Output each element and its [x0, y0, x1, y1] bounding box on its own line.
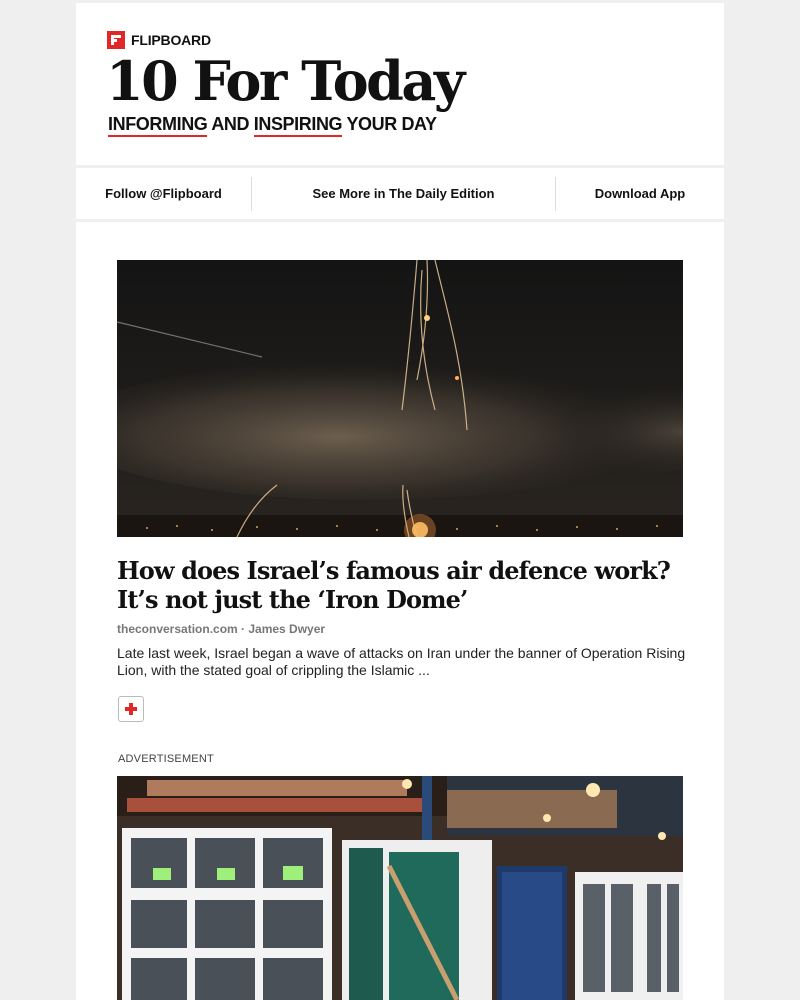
advertisement-image[interactable] [117, 776, 683, 1000]
nav-bar [76, 165, 724, 222]
advertisement-label: ADVERTISEMENT [118, 753, 214, 765]
tagline [108, 114, 437, 135]
article-byline: theconversation.com · James Dwyer [117, 622, 326, 636]
article-hero-image[interactable] [117, 260, 683, 537]
follow-flipboard-link[interactable]: Follow @Flipboard [105, 185, 222, 201]
brand[interactable] [107, 31, 211, 49]
flipboard-logo-icon [107, 31, 125, 49]
plus-icon-vertical [129, 703, 133, 715]
see-more-daily-edition-link[interactable]: See More in The Daily Edition [251, 177, 556, 211]
brand-name: FLIPBOARD [131, 32, 211, 48]
tagline-word-informing: INFORMING [108, 114, 207, 137]
article-headline[interactable]: How does Israel’s famous air defence work? It’s not just the ‘Iron Dome’ [117, 556, 670, 614]
download-app-link[interactable]: Download App [594, 185, 686, 201]
tagline-word-inspiring: INSPIRING [254, 114, 342, 137]
header [76, 0, 724, 165]
article-summary: Late last week, Israel began a wave of attacks on Iran under the banner of Operation Rising Lion, with the stated goal of crippling the Islamic ... [117, 645, 686, 678]
page-title: 10 For Today [106, 49, 463, 113]
tagline-word-and: AND [211, 114, 250, 134]
night-sky-interceptors-image [117, 260, 683, 537]
email-card [76, 0, 724, 1000]
flip-add-button[interactable] [118, 696, 144, 722]
warehouse-doors-image [117, 776, 683, 1000]
tagline-word-your-day: YOUR DAY [346, 114, 437, 134]
